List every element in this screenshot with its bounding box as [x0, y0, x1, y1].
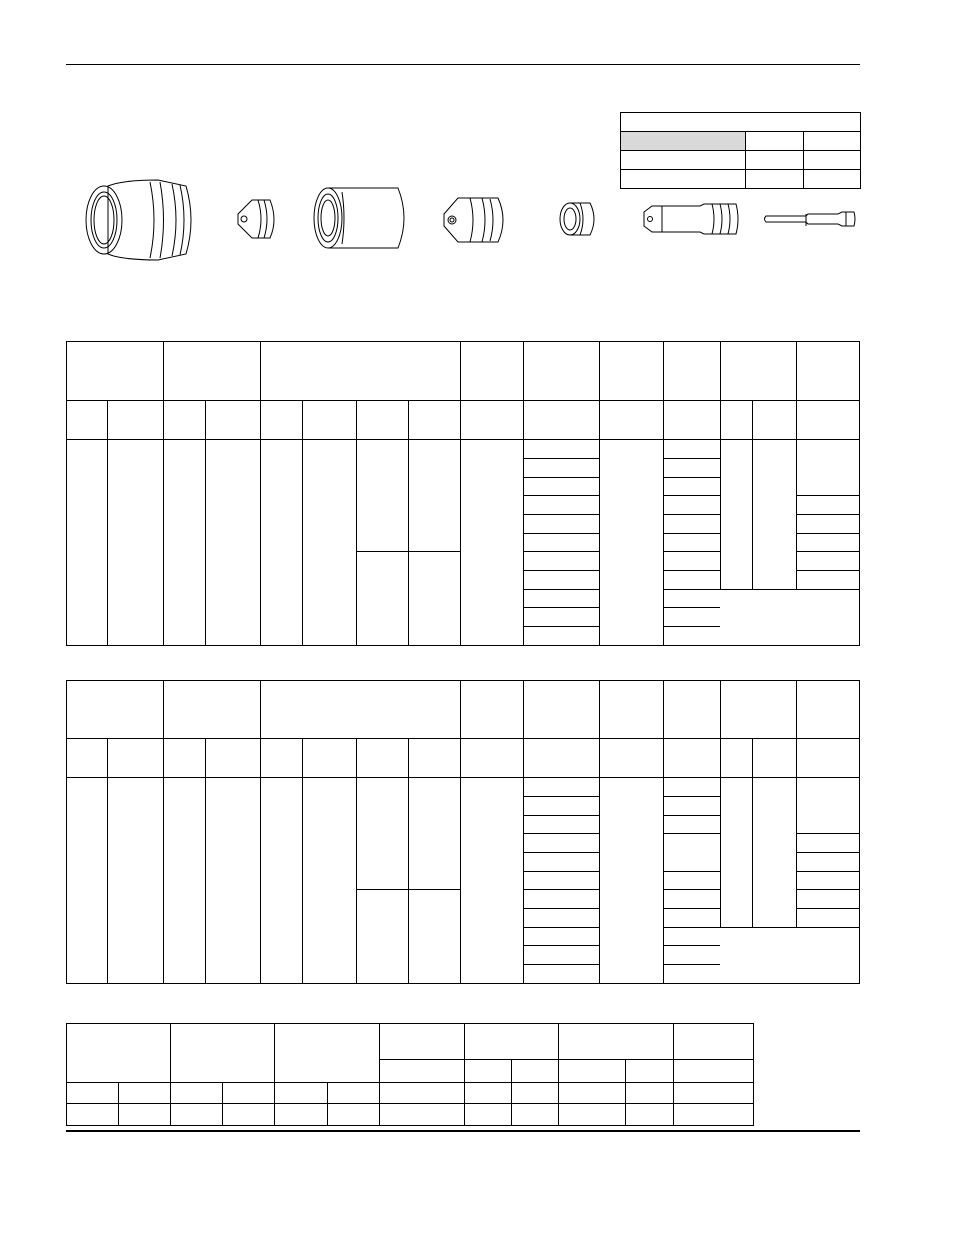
cut-chart-2-grid — [66, 680, 860, 984]
nozzle-drawing — [444, 198, 503, 242]
consumable-parts-illustration — [0, 0, 954, 300]
cut-chart-2 — [66, 680, 860, 984]
footer-rule — [66, 1130, 860, 1132]
shield-drawing — [238, 200, 274, 238]
swirl-ring-drawing — [560, 203, 594, 235]
cut-chart-1-grid — [66, 341, 860, 646]
water-tube-drawing — [765, 212, 856, 226]
electrode-drawing — [644, 204, 738, 234]
retaining-cap-drawing — [314, 188, 404, 248]
bevel-table — [66, 1023, 754, 1126]
cut-chart-1 — [66, 341, 860, 646]
shield-cup-drawing — [86, 180, 191, 260]
bevel-table-grid — [66, 1023, 754, 1126]
